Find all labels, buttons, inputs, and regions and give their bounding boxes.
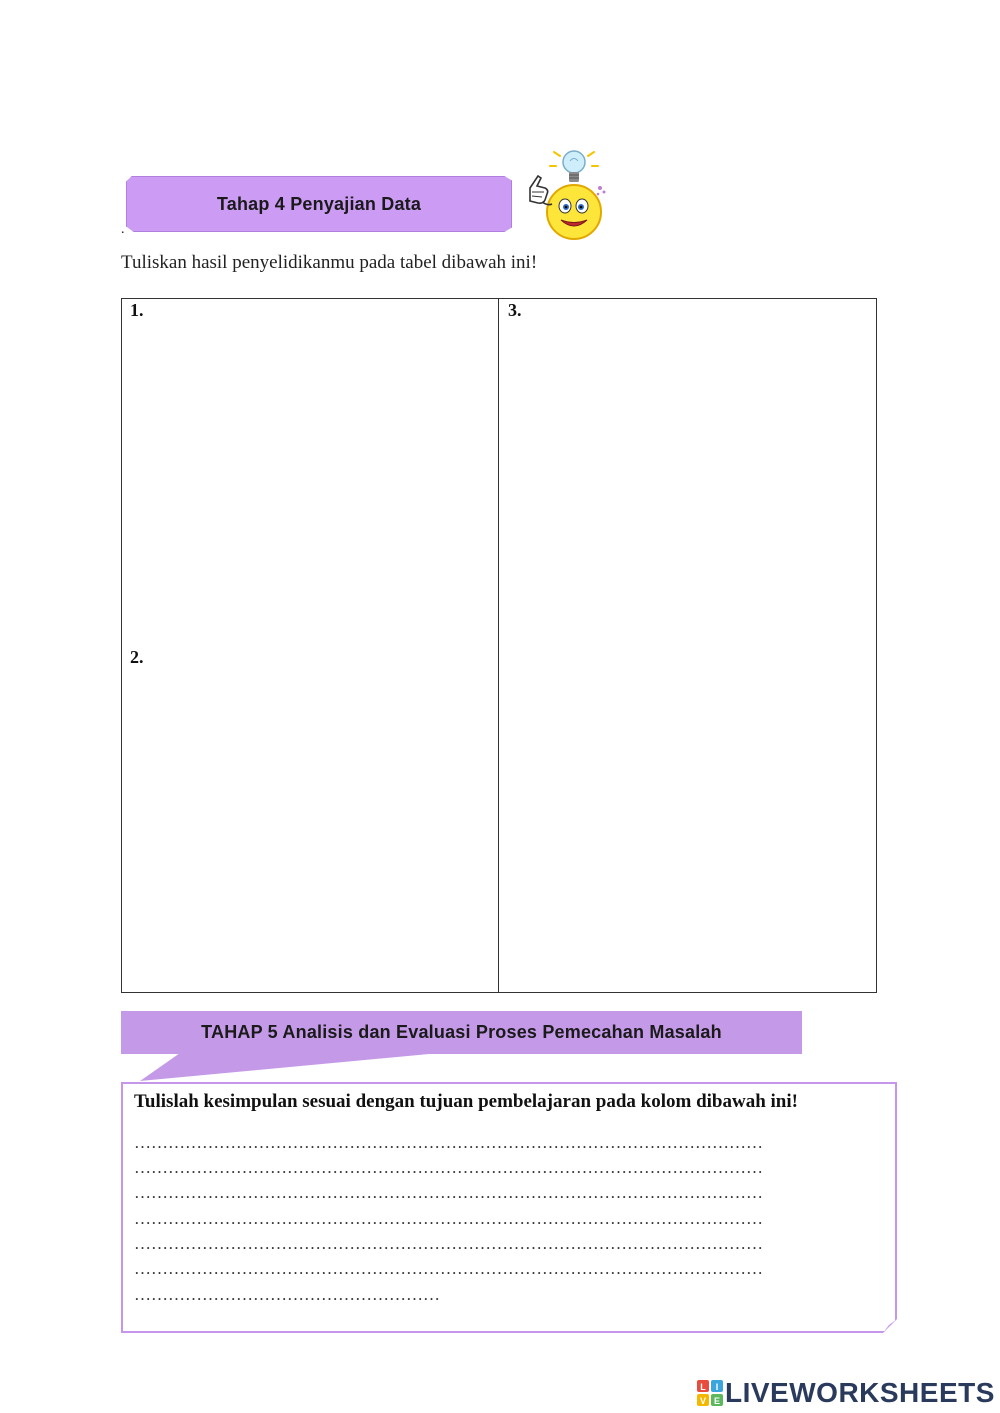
- answer-line-5[interactable]: …………………………………………………………………………………………………: [134, 1234, 763, 1253]
- page-fold-icon: [883, 1319, 897, 1333]
- answer-line-1[interactable]: …………………………………………………………………………………………………: [134, 1133, 763, 1152]
- banner-callout-tail: [140, 1053, 440, 1081]
- stage4-instruction: Tuliskan hasil penyelidikanmu pada tabel dibawah ini!: [121, 252, 538, 273]
- table-cell-3-label: 3.: [508, 300, 522, 320]
- table-cell-2-label: 2.: [130, 647, 144, 667]
- logo-squares-icon: [697, 1380, 723, 1406]
- data-table: [121, 298, 877, 993]
- answer-line-7[interactable]: ………………………………………………: [134, 1285, 440, 1304]
- stage4-title: Tahap 4 Penyajian Data: [216, 193, 422, 214]
- logo-letter-v: V: [699, 1396, 707, 1406]
- answer-line-4[interactable]: …………………………………………………………………………………………………: [134, 1209, 763, 1228]
- stray-mark: .: [121, 222, 125, 237]
- logo-letter-l: L: [700, 1382, 706, 1392]
- logo-letter-i: I: [715, 1382, 719, 1392]
- answer-line-6[interactable]: …………………………………………………………………………………………………: [134, 1259, 763, 1278]
- liveworksheets-logo: [697, 1376, 995, 1410]
- answer-line-2[interactable]: …………………………………………………………………………………………………: [134, 1158, 763, 1177]
- stage5-title: TAHAP 5 Analisis dan Evaluasi Proses Pemecahan Masalah: [201, 1022, 722, 1042]
- lightbulb-smiley-icon: [520, 148, 612, 244]
- table-divider: [498, 298, 499, 993]
- conclusion-prompt: Tulislah kesimpulan sesuai dengan tujuan pembelajaran pada kolom dibawah ini!: [134, 1091, 798, 1112]
- logo-letter-e: E: [713, 1396, 721, 1406]
- table-cell-1-label: 1.: [130, 300, 144, 320]
- answer-line-3[interactable]: …………………………………………………………………………………………………: [134, 1183, 763, 1202]
- logo-text: LIVEWORKSHEETS: [725, 1377, 995, 1408]
